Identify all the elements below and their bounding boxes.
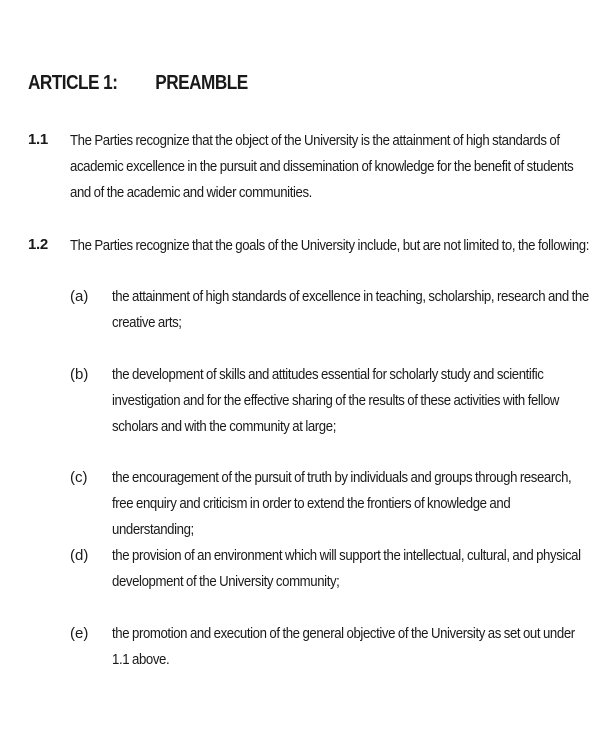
- article-title: PREAMBLE: [155, 72, 248, 94]
- list-item-label: (c): [70, 469, 88, 486]
- section-text: The Parties recognize that the object of the University is the attainment of high standards of academic excellence in the pursuit and dissemination of knowledge for the benefit of students and of the academic and wider communities.: [70, 132, 574, 201]
- list-item-text: the promotion and execution of the general objective of the University as set out under 1.1 above.: [112, 625, 575, 668]
- list-item-label: (d): [70, 547, 89, 564]
- list-item-text: the encouragement of the pursuit of truth by individuals and groups through research, free enquiry and criticism in order to extend the frontiers of knowledge and understanding;: [112, 469, 572, 538]
- section-number: 1.2: [28, 236, 48, 253]
- list-item-text: the attainment of high standards of excellence in teaching, scholarship, research and the creative arts;: [112, 288, 589, 331]
- list-item-label: (a): [70, 288, 89, 305]
- section-text: The Parties recognize that the goals of the University include, but are not limited to, the following:: [70, 237, 590, 254]
- article-number: ARTICLE 1:: [28, 72, 118, 94]
- list-item-label: (b): [70, 366, 89, 383]
- list-item-label: (e): [70, 625, 89, 642]
- article-heading: [28, 72, 248, 95]
- list-item-text: the development of skills and attitudes essential for scholarly study and scientific investigation and for the effective sharing of the results of these activities with fellow scholars and with the community at large;: [112, 366, 560, 435]
- list-item-text: the provision of an environment which will support the intellectual, cultural, and physical development of the University community;: [112, 547, 581, 590]
- section-number: 1.1: [28, 131, 48, 148]
